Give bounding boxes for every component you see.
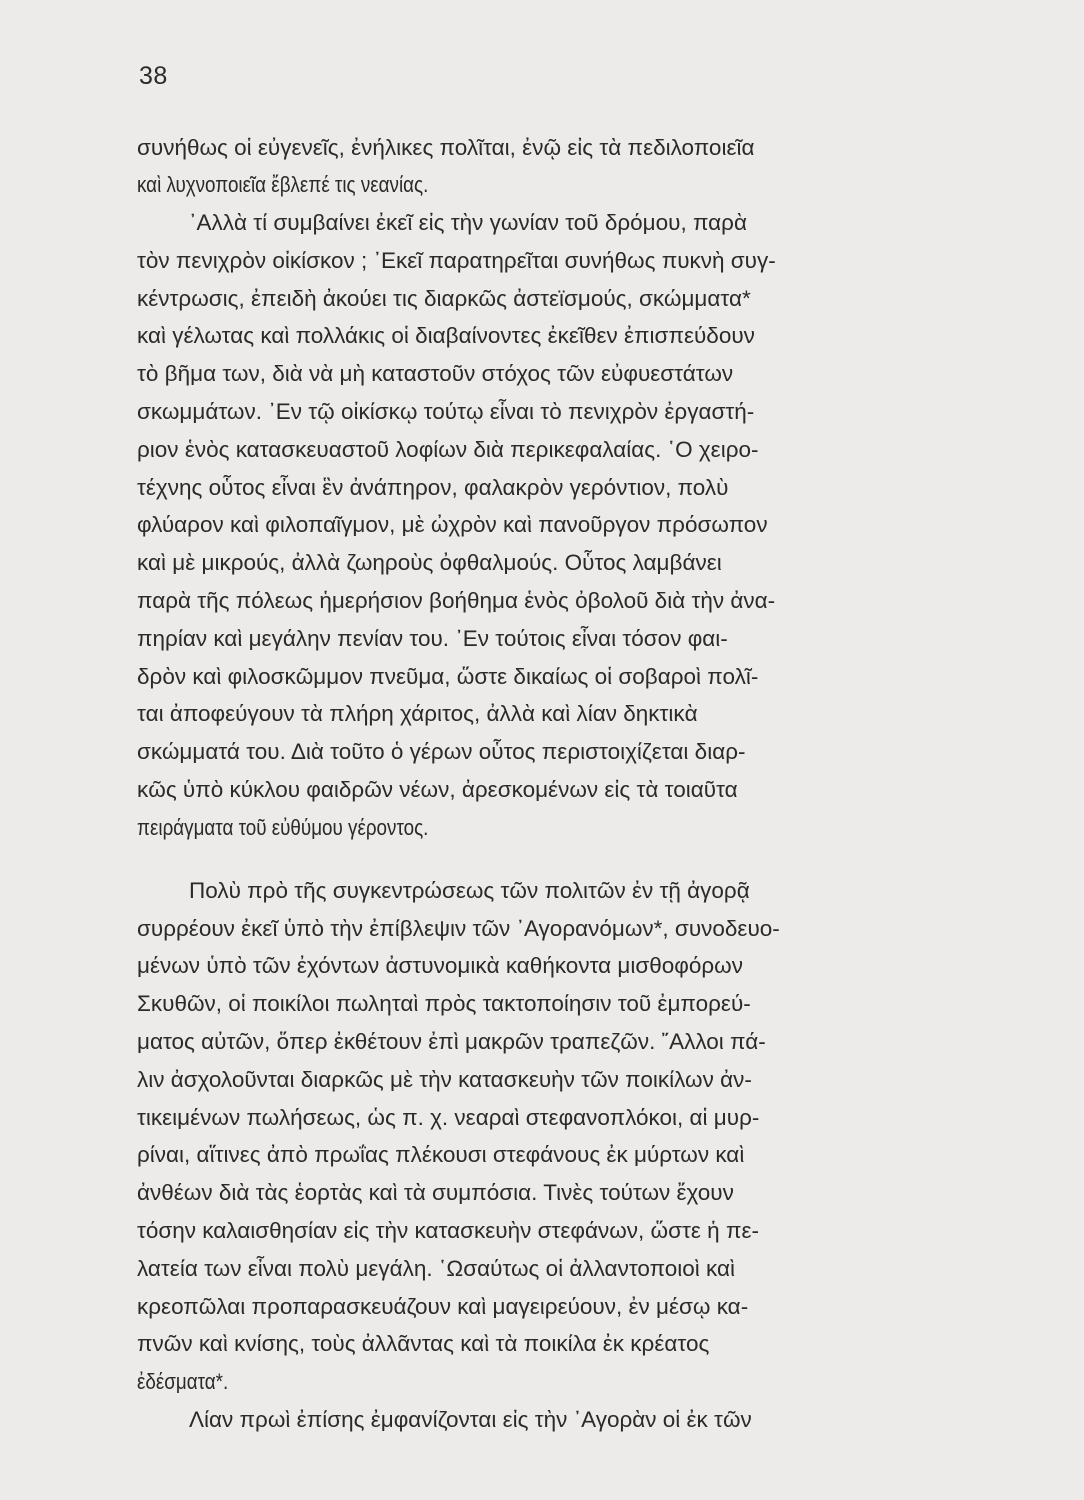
- text-line: κρεοπῶλαι προπαρασκευάζουν καὶ μαγειρεύουν, ἐν μέσῳ κα-: [137, 1294, 749, 1319]
- text-line: τὸν πενιχρὸν οἰκίσκον ; ᾿Εκεῖ παρατηρεῖται συνήθως πυκνὴ συγ-: [137, 248, 776, 273]
- text-line: πειράγματα τοῦ εὐθύμου γέροντος.: [137, 815, 429, 840]
- text-line: Πολὺ πρὸ τῆς συγκεντρώσεως τῶν πολιτῶν ἐν τῇ ἀγορᾷ: [189, 878, 750, 903]
- text-line: πνῶν καὶ κνίσης, τοὺς ἀλλᾶντας καὶ τὰ ποικίλα ἐκ κρέατος: [137, 1331, 710, 1356]
- text-line: καὶ γέλωτας καὶ πολλάκις οἱ διαβαίνοντες ἐκεῖθεν ἐπισπεύδουν: [137, 323, 755, 348]
- text-line: Λίαν πρωὶ ἐπίσης ἐμφανίζονται εἰς τὴν ᾿Αγορὰν οἱ ἐκ τῶν: [189, 1407, 752, 1432]
- text-line: τόσην καλαισθησίαν εἰς τὴν κατασκευὴν στεφάνων, ὥστε ἡ πε-: [137, 1218, 759, 1243]
- text-line: συνήθως οἱ εὐγενεῖς, ἐνήλικες πολῖται, ἐνῷ εἰς τὰ πεδιλοποιεῖα: [137, 135, 755, 160]
- text-line: μένων ὑπὸ τῶν ἐχόντων ἀστυνομικὰ καθήκοντα μισθοφόρων: [137, 953, 743, 978]
- page-number: 38: [139, 62, 168, 90]
- text-line: τὸ βῆμα των, διὰ νὰ μὴ καταστοῦν στόχος τῶν εὐφυεστάτων: [137, 361, 734, 386]
- text-line: σκωμμάτων. ᾿Εν τῷ οἰκίσκῳ τούτῳ εἶναι τὸ πενιχρὸν ἐργαστή-: [137, 399, 755, 424]
- text-line: τέχνης οὗτος εἶναι ἓν ἀνάπηρον, φαλακρὸν γερόντιον, πολὺ: [137, 475, 729, 500]
- text-line: ματος αὐτῶν, ὅπερ ἐκθέτουν ἐπὶ μακρῶν τραπεζῶν. ῎Αλλοι πά-: [137, 1029, 766, 1054]
- text-line: ριον ἑνὸς κατασκευαστοῦ λοφίων διὰ περικεφαλαίας. ῾Ο χειρο-: [137, 437, 759, 462]
- text-line: πηρίαν καὶ μεγάλην πενίαν του. ᾿Εν τούτοις εἶναι τόσον φαι-: [137, 626, 728, 651]
- text-line: καὶ λυχνοποιεῖα ἔβλεπέ τις νεανίας.: [137, 172, 429, 197]
- text-line: ται ἀποφεύγουν τὰ πλήρη χάριτος, ἀλλὰ καὶ λίαν δηκτικὰ: [137, 701, 698, 726]
- text-line: ᾿Αλλὰ τί συμβαίνει ἐκεῖ εἰς τὴν γωνίαν τοῦ δρόμου, παρὰ: [189, 210, 747, 235]
- text-line: σκώμματά του. Διὰ τοῦτο ὁ γέρων οὗτος περιστοιχίζεται διαρ-: [137, 739, 746, 764]
- text-line: ἀνθέων διὰ τὰς ἑορτὰς καὶ τὰ συμπόσια. Τινὲς τούτων ἔχουν: [137, 1180, 734, 1205]
- text-line: συρρέουν ἐκεῖ ὑπὸ τὴν ἐπίβλεψιν τῶν ᾿Αγορανόμων*, συνοδευο-: [137, 916, 780, 941]
- text-line: λιν ἀσχολοῦνται διαρκῶς μὲ τὴν κατασκευὴν τῶν ποικίλων ἀν-: [137, 1067, 752, 1092]
- text-line: δρὸν καὶ φιλοσκῶμμον πνεῦμα, ὥστε δικαίως οἱ σοβαροὶ πολῖ-: [137, 664, 759, 689]
- text-line: Σκυθῶν, οἱ ποικίλοι πωληταὶ πρὸς τακτοποίησιν τοῦ ἐμπορεύ-: [137, 991, 751, 1016]
- text-line: κέντρωσις, ἐπειδὴ ἀκούει τις διαρκῶς ἀστεϊσμούς, σκώμματα*: [137, 286, 751, 311]
- text-line: ρίναι, αἵτινες ἀπὸ πρωΐας πλέκουσι στεφάνους ἐκ μύρτων καὶ: [137, 1142, 745, 1167]
- text-line: παρὰ τῆς πόλεως ἡμερήσιον βοήθημα ἑνὸς ὀβολοῦ διὰ τὴν ἀνα-: [137, 588, 776, 613]
- text-line: λατεία των εἶναι πολὺ μεγάλη. ῾Ωσαύτως οἱ ἀλλαντοποιοὶ καὶ: [137, 1256, 736, 1281]
- text-line: κῶς ὑπὸ κύκλου φαιδρῶν νέων, ἀρεσκομένων εἰς τὰ τοιαῦτα: [137, 777, 738, 802]
- text-line: καὶ μὲ μικρούς, ἀλλὰ ζωηροὺς ὀφθαλμούς. Οὗτος λαμβάνει: [137, 550, 722, 575]
- text-line: ἐδέσματα*.: [137, 1369, 229, 1394]
- text-line: τικειμένων πωλήσεως, ὡς π. χ. νεαραὶ στεφανοπλόκοι, αἱ μυρ-: [137, 1105, 760, 1130]
- text-line: φλύαρον καὶ φιλοπαῖγμον, μὲ ὠχρὸν καὶ πανοῦργον πρόσωπον: [137, 512, 768, 537]
